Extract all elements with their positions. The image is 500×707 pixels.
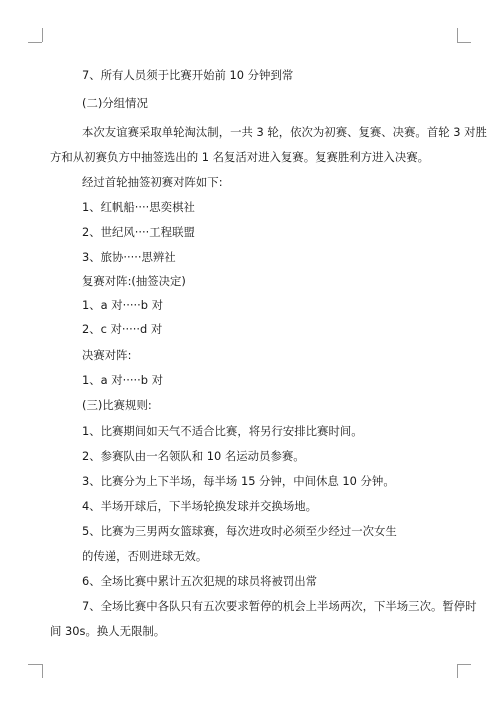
crop-mark-bottom-left-v xyxy=(42,664,43,678)
section-heading-rules: (三)比赛规则: xyxy=(82,398,152,412)
first-round-intro: 经过首轮抽签初赛对阵如下: xyxy=(82,175,223,189)
rules-item-2: 2、参赛队由一名领队和 10 名运动员参赛。 xyxy=(82,449,305,463)
paragraph-format-line2: 方和从初赛负方中抽签选出的 1 名复活对进入复赛。复赛胜利方进入决赛。 xyxy=(50,150,429,164)
rules-item-3: 3、比赛分为上下半场，每半场 15 分钟，中间休息 10 分钟。 xyxy=(82,474,395,488)
rules-item-7-line1: 7、全场比赛中各队只有五次要求暂停的机会上半场两次，下半场三次。暂停时 xyxy=(82,599,477,613)
rules-item-5-line1: 5、比赛为三男两女篮球赛，每次进攻时必须至少经过一次女生 xyxy=(82,524,397,538)
crop-mark-bottom-right-h xyxy=(457,664,471,665)
paragraph-format-line1: 本次友谊赛采取单轮淘汰制，一共 3 轮，依次为初赛、复赛、决赛。首轮 3 对胜 xyxy=(82,125,487,139)
rules-item-5-line2: 的传递，否则进球无效。 xyxy=(82,549,208,563)
first-round-match-3: 3、旅协·····思辨社 xyxy=(82,250,176,264)
second-round-match-2: 2、c 对·····d 对 xyxy=(82,322,163,336)
crop-mark-top-left-v xyxy=(42,28,43,42)
rules-item-1: 1、比赛期间如天气不适合比赛，将另行安排比赛时间。 xyxy=(82,424,363,438)
second-round-match-1: 1、a 对·····b 对 xyxy=(82,298,163,312)
crop-mark-top-left-h xyxy=(28,42,42,43)
crop-mark-top-right-v xyxy=(457,28,458,42)
final-match-1: 1、a 对·····b 对 xyxy=(82,373,163,387)
section-heading-grouping: (二)分组情况 xyxy=(82,96,148,110)
second-round-heading: 复赛对阵:(抽签决定) xyxy=(82,274,186,288)
final-heading: 决赛对阵: xyxy=(82,348,132,362)
rule-7-arrival: 7、所有人员须于比赛开始前 10 分钟到常 xyxy=(82,68,294,82)
rules-item-7-line2: 间 30s。换人无限制。 xyxy=(50,624,166,638)
crop-mark-top-right-h xyxy=(457,42,471,43)
crop-mark-bottom-left-h xyxy=(28,664,42,665)
first-round-match-1: 1、红帆船····思奕棋社 xyxy=(82,200,195,214)
rules-item-4: 4、半场开球后，下半场轮换发球并交换场地。 xyxy=(82,499,318,513)
first-round-match-2: 2、世纪风····工程联盟 xyxy=(82,225,195,239)
crop-mark-bottom-right-v xyxy=(457,664,458,678)
rules-item-6: 6、全场比赛中累计五次犯规的球员将被罚出常 xyxy=(82,574,318,588)
